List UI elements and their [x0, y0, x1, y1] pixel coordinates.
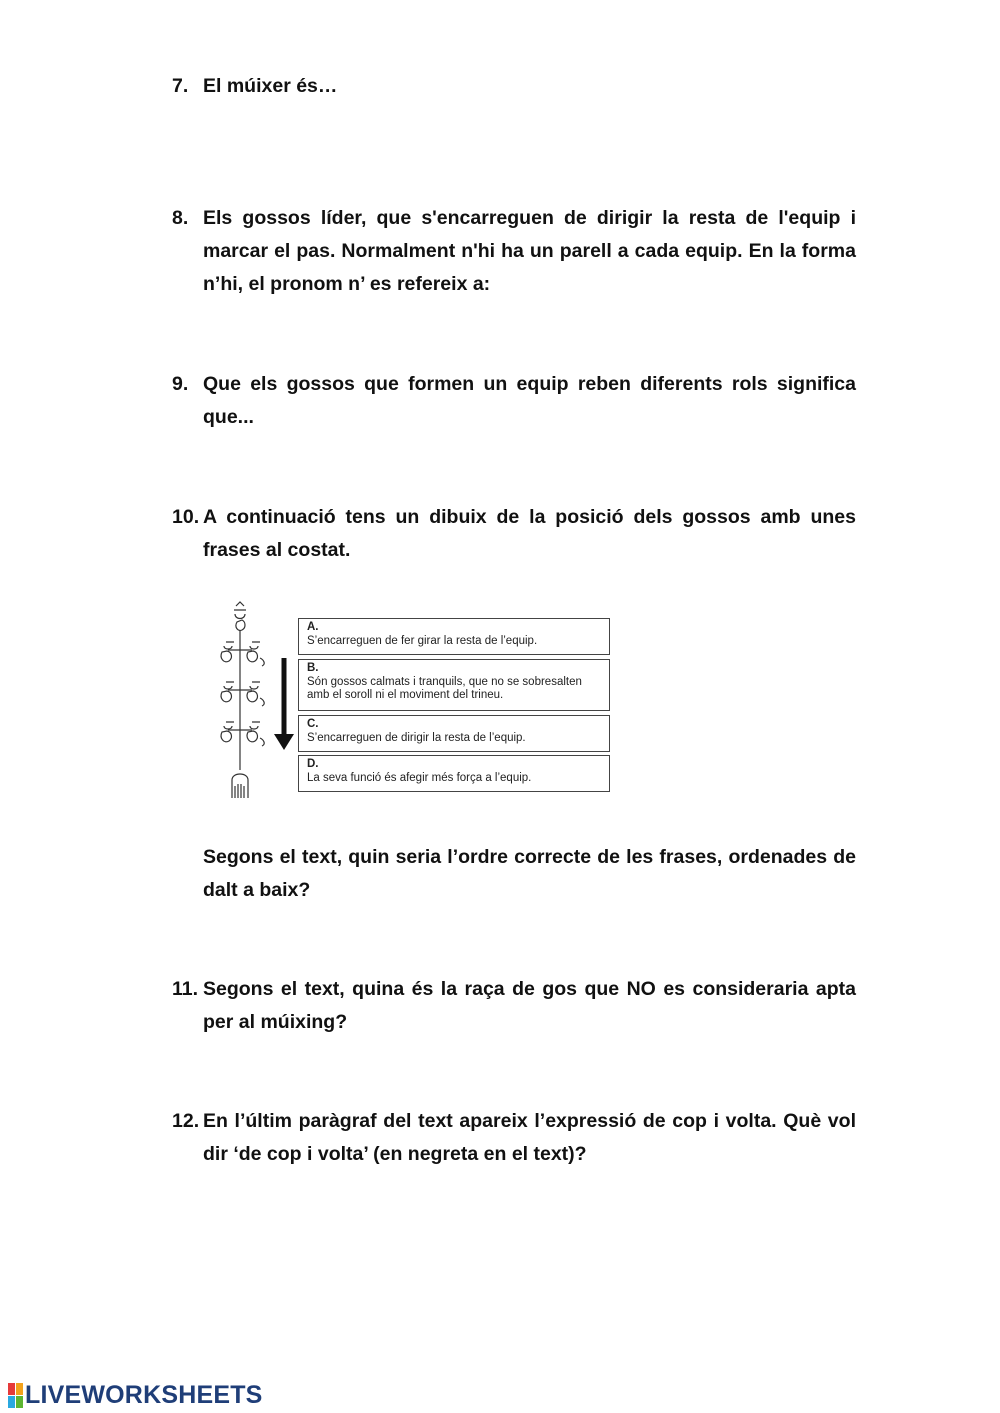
- statement-text: La seva funció és afegir més força a l’equip.: [307, 771, 532, 784]
- question-12: [172, 1105, 856, 1171]
- question-11: [172, 973, 856, 1039]
- statement-letter: B.: [307, 662, 319, 674]
- statement-text: S’encarreguen de dirigir la resta de l’equip.: [307, 731, 526, 744]
- statement-text: S’encarreguen de fer girar la resta de l’equip.: [307, 634, 538, 647]
- question-number: 12.: [172, 1110, 200, 1132]
- liveworksheets-logo-icon: [8, 1383, 23, 1408]
- question-7: [172, 70, 856, 103]
- statement-box-b: [298, 659, 610, 711]
- question-text: Segons el text, quina és la raça de gos que NO es consideraria apta per al múixing?: [203, 978, 856, 1033]
- question-number: 9.: [172, 373, 189, 395]
- statement-box-a: [298, 618, 610, 655]
- question-text: El múixer és…: [203, 75, 338, 97]
- question-10-followup: Segons el text, quin seria l’ordre correcte de les frases, ordenades de dalt a baix?: [203, 846, 856, 901]
- question-text: Que els gossos que formen un equip reben diferents rols significa que...: [203, 373, 856, 428]
- statement-letter: D.: [307, 758, 319, 770]
- question-text: A continuació tens un dibuix de la posició dels gossos amb unes frases al costat.: [203, 506, 856, 561]
- question-8: [172, 202, 856, 301]
- statement-box-c: [298, 715, 610, 752]
- question-text: En l’últim paràgraf del text apareix l’expressió de cop i volta. Què vol dir ‘de cop i volta’ (en negreta en el text)?: [203, 1110, 856, 1165]
- statement-letter: C.: [307, 718, 319, 730]
- dog-position-figure: [214, 600, 616, 805]
- question-number: 10.: [172, 506, 200, 528]
- brand-name: LIVEWORKSHEETS: [25, 1380, 263, 1409]
- question-9: [172, 368, 856, 434]
- question-number: 7.: [172, 75, 189, 97]
- question-number: 8.: [172, 207, 189, 229]
- statement-letter: A.: [307, 621, 319, 633]
- question-10: [172, 501, 856, 567]
- question-number: 11.: [172, 978, 199, 1000]
- dog-team-drawing: [214, 600, 296, 805]
- footer: [8, 1380, 263, 1410]
- question-text: Els gossos líder, que s'encarreguen de dirigir la resta de l'equip i marcar el pas. Normalment n'hi ha un parell a cada equip. En la forma n’hi, el pronom n’ es refereix a:: [203, 207, 856, 295]
- statement-box-d: [298, 755, 610, 792]
- statement-text: Són gossos calmats i tranquils, que no se sobresalten amb el soroll ni el moviment del trineu.: [307, 675, 582, 701]
